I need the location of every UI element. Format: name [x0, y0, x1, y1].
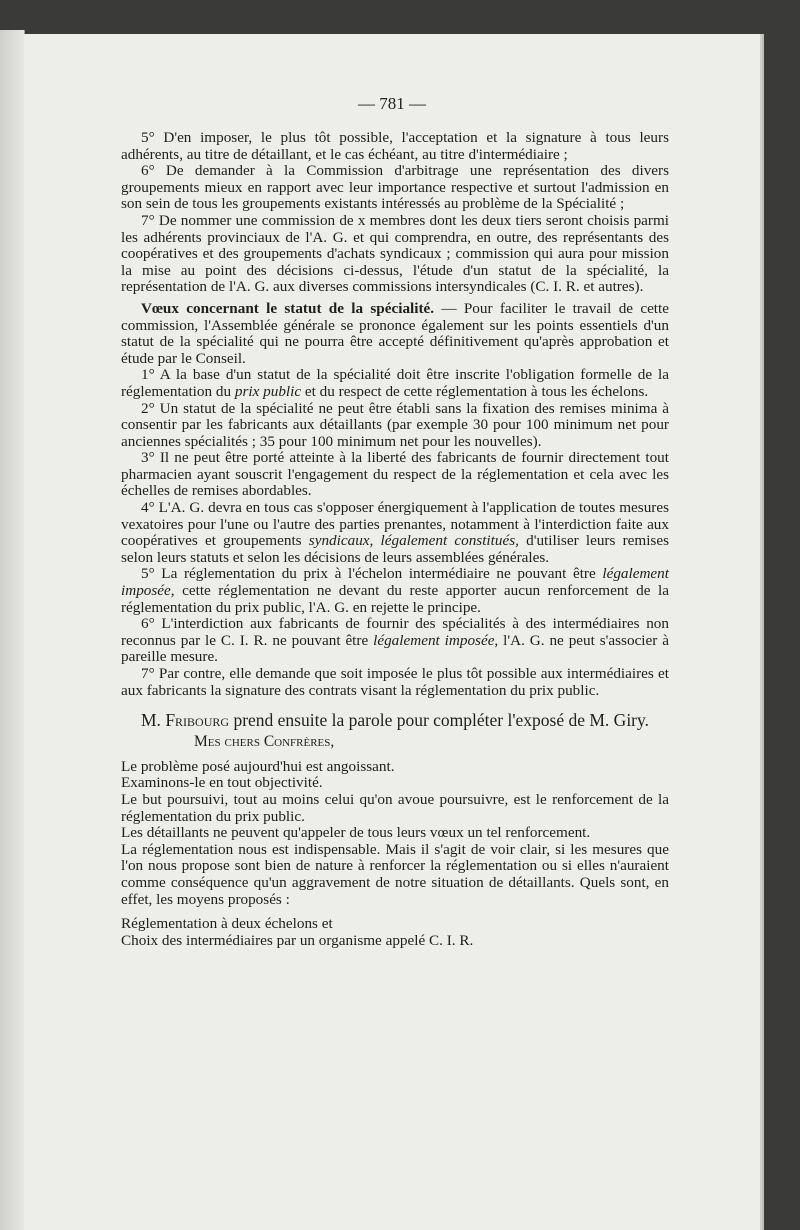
voeux-heading: Vœux concernant le statut de la spécialité. — [141, 299, 435, 317]
voeu-1-text-end: et du respect de cette réglementation à tous les échelons. — [301, 382, 649, 400]
means-item: Choix des intermédiaires par un organisme appelé C. I. R. — [121, 931, 474, 949]
voeu-4-text-end: d'utiliser leurs remises selon leurs statuts et selon les décisions de leurs assemblées générales. — [121, 532, 669, 566]
voeu-3: 3° Il ne peut être porté atteinte à la liberté des fabricants de fournir directement tout pharmacien ayant souscrit l'engagement du respect de la réglementation et cela avec les échelles de remises abordables. — [121, 449, 669, 500]
paragraph-item-5: 5° D'en imposer, le plus tôt possible, l'acceptation et la signature à tous leurs adhérents, au titre de détaillant, et le cas échéant, au titre d'intermédiaire ; — [121, 129, 669, 163]
speaker-name: Fribourg — [165, 710, 230, 731]
fribourg-rest: prend ensuite la parole pour compléter l'exposé de M. Giry. — [229, 710, 650, 731]
document-page — [24, 34, 760, 1230]
voeu-2: 2° Un statut de la spécialité ne peut être établi sans la fixation des remises minima à consentir par les fabricants aux détaillants (par exemple 30 pour 100 minimum net pour anciennes spécialités ; 35 pour 100 minimum net pour les nouvelles). — [121, 399, 669, 450]
voeu-4-text: 4° L'A. G. devra en tous cas s'opposer énergiquement à l'application de toutes mesures vexatoires pour l'une ou l'autre des parties prenantes, notamment à l'interdiction faite aux coopératives et groupements — [121, 499, 669, 550]
paragraph-item-7: 7° De nommer une commission de x membres dont les deux tiers seront choisis parmi les adhérents provinciaux de l'A. G. et qui comprendra, en outre, des représentants des coopératives et des groupements d'achats syndicaux ; commission qui aura pour mission la mise au point des décisions ci-dessus, l'étude d'un statut de la spécialité, la représentation de l'A. G. aux diverses commissions intersyndicales (C. I. R. et autres). — [121, 211, 669, 296]
speech-line: La réglementation nous est indispensable. Mais il s'agit de voir clair, si les mesures que l'on nous propose sont bien de nature à renforcer la réglementation ou si elles n'auraient comme conséquence qu'un aggravement de notre situation de détaillants. Quels sont, en effet, les moyens proposés : — [121, 840, 669, 908]
fribourg-m: M. — [141, 710, 166, 731]
adjacent-page-edge — [0, 30, 25, 1230]
speech-line: Le problème posé aujourd'hui est angoissant. — [121, 757, 395, 775]
speech-line: Examinons-le en tout objectivité. — [121, 774, 323, 792]
voeu-6 — [121, 616, 669, 666]
voeu-5-text-end: cette réglementation ne devant du reste apporter aucun renforcement de la réglementation du prix public, l'A. G. en rejette le principe. — [121, 582, 669, 616]
voeu-1-italic: prix public — [234, 382, 302, 400]
speech-line: Les détaillants ne peuvent qu'appeler de tous leurs vœux un tel renforcement. — [121, 824, 591, 842]
means-item: Réglementation à deux échelons et — [121, 915, 333, 933]
voeu-1 — [121, 367, 669, 400]
voeu-7: 7° Par contre, elle demande que soit imposée le plus tôt possible aux intermédiaires et aux fabricants la signature des contrats visant la réglementation du prix public. — [121, 665, 669, 699]
paragraph-item-6: 6° De demander à la Commission d'arbitrage une représentation des divers groupements mieux en rapport avec leur importance respective et surtout l'admission en son sein de tous les groupements existants intéressés au problème de la Spécialité ; — [121, 162, 669, 213]
voeu-5-text: 5° La réglementation du prix à l'échelon intermédiaire ne pouvant être — [141, 565, 603, 583]
voeu-6-text-end: l'A. G. ne peut s'associer à pareille mesure. — [121, 631, 669, 666]
page-body — [121, 130, 669, 949]
page-number: — 781 — — [358, 94, 426, 113]
voeux-intro: — Pour faciliter le travail de cette commission, l'Assemblée générale se prononce également sur les points essentiels d'un statut de la spécialité qui ne pourra être accepté définitivement qu'après approbation et étude par le Conseil. — [121, 299, 669, 367]
voeu-4 — [121, 500, 669, 566]
fribourg-intro — [121, 711, 669, 730]
voeu-5 — [121, 566, 669, 616]
voeu-6-text: 6° L'interdiction aux fabricants de fournir des spécialités à des intermédiaires non reconnus par le C. I. R. ne pouvant être — [121, 615, 669, 649]
speech-line: Le but poursuivi, tout au moins celui qu'on avoue poursuivre, est le renforcement de la réglementation du prix public. — [121, 790, 669, 825]
speech-body — [121, 759, 669, 950]
voeu-4-italic: syndicaux, légalement constitués, — [308, 532, 519, 550]
voeu-1-text: 1° A la base d'un statut de la spécialité doit être inscrite l'obligation formelle de la réglementation du — [121, 366, 669, 400]
salutation: Mes chers Confrères, — [194, 733, 335, 751]
voeu-6-italic: légalement imposée, — [373, 631, 499, 649]
voeu-5-italic: légalement imposée, — [121, 565, 669, 600]
voeux-paragraph — [121, 301, 669, 367]
